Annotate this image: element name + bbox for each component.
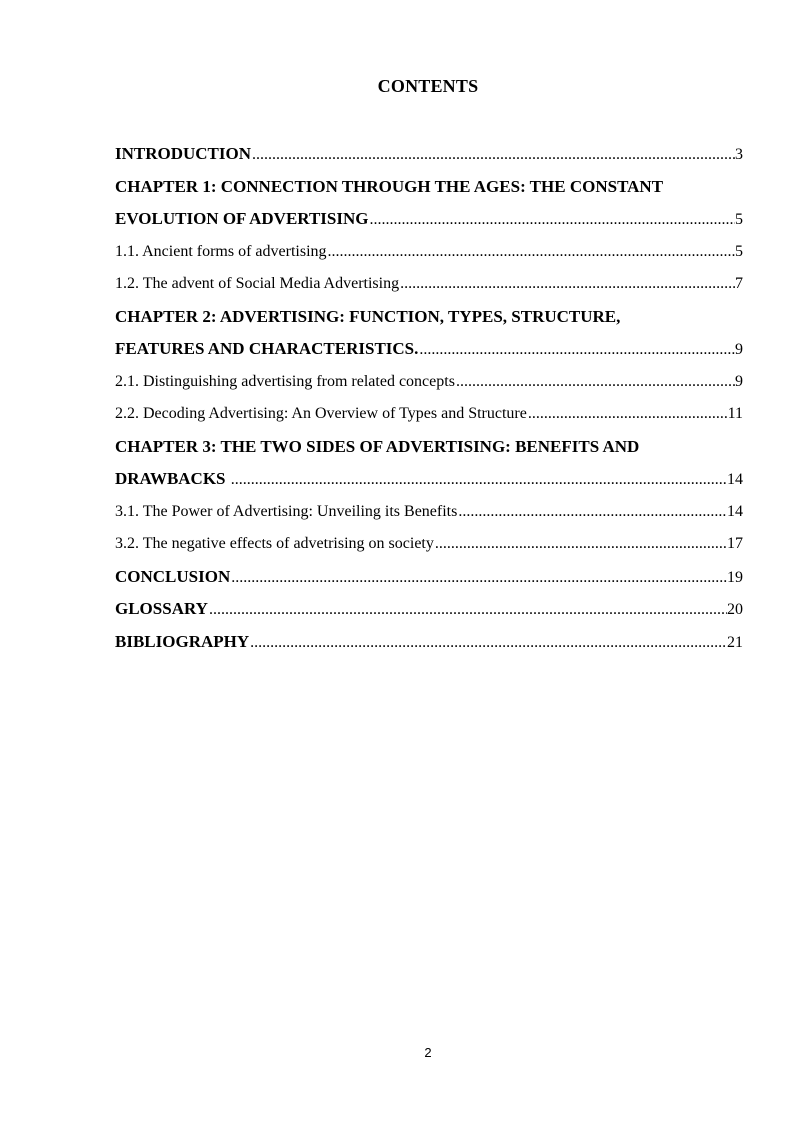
dot-leader <box>327 239 735 265</box>
toc-entry-label: 3.1. The Power of Advertising: Unveiling its Benefits <box>115 502 458 520</box>
toc-entry-chapter-1-line-1 <box>115 174 743 207</box>
toc-entry-label: BIBLIOGRAPHY <box>115 631 250 651</box>
toc-entry-label: 2.1. Distinguishing advertising from related concepts <box>115 372 455 390</box>
toc-entry-introduction <box>115 141 743 174</box>
dot-leader <box>434 531 727 557</box>
toc-entry-bibliography <box>115 629 743 662</box>
toc-entry-conclusion <box>115 564 743 597</box>
table-of-contents <box>115 141 743 661</box>
toc-entry-chapter-3-line-2 <box>115 466 743 499</box>
dot-leader <box>249 630 727 656</box>
toc-entry-page: 14 <box>727 502 743 520</box>
dot-leader <box>230 565 727 591</box>
toc-entry-page: 7 <box>735 275 743 292</box>
dot-leader <box>455 369 735 395</box>
toc-entry-label: GLOSSARY <box>115 599 208 618</box>
toc-entry-page: 21 <box>727 633 743 651</box>
dot-leader <box>399 271 735 297</box>
toc-entry-chapter-1-line-2 <box>115 206 743 239</box>
toc-entry-page: 9 <box>735 372 743 390</box>
dot-leader <box>368 207 735 233</box>
toc-entry-page: 20 <box>727 601 743 618</box>
toc-entry-label: CONCLUSION <box>115 566 231 586</box>
toc-entry-page: 5 <box>735 211 743 228</box>
toc-entry-2-1 <box>115 369 743 402</box>
dot-leader <box>208 597 727 623</box>
dot-leader <box>418 337 735 363</box>
toc-entry-chapter-2-line-2 <box>115 336 743 369</box>
dot-leader <box>457 499 727 525</box>
toc-entry-page: 19 <box>727 568 743 586</box>
toc-entry-page: 17 <box>727 535 743 552</box>
toc-entry-3-2 <box>115 531 743 564</box>
toc-entry-chapter-3-line-1 <box>115 434 743 467</box>
page-number: 2 <box>424 1045 432 1060</box>
toc-entry-label: EVOLUTION OF ADVERTISING <box>115 209 369 228</box>
toc-entry-label: 3.2. The negative effects of advetrising on society <box>115 535 434 552</box>
toc-entry-label: 1.2. The advent of Social Media Advertising <box>115 275 400 292</box>
toc-entry-1-2 <box>115 271 743 304</box>
toc-entry-label: CHAPTER 1: CONNECTION THROUGH THE AGES: THE CONSTANT <box>115 176 664 196</box>
contents-heading: CONTENTS <box>377 76 479 96</box>
toc-entry-page: 9 <box>735 341 743 358</box>
dot-leader <box>527 401 728 427</box>
toc-entry-label: CHAPTER 2: ADVERTISING: FUNCTION, TYPES, STRUCTURE, <box>115 306 621 326</box>
toc-entry-label: INTRODUCTION <box>115 144 252 163</box>
toc-entry-page: 14 <box>727 471 743 488</box>
dot-leader <box>251 142 735 168</box>
toc-entry-1-1 <box>115 239 743 272</box>
toc-entry-label: 1.1. Ancient forms of advertising <box>115 242 327 260</box>
toc-entry-label: DRAWBACKS <box>115 469 230 488</box>
toc-entry-2-2 <box>115 401 743 434</box>
toc-entry-label: FEATURES AND CHARACTERISTICS. <box>115 339 419 358</box>
toc-entry-label: CHAPTER 3: THE TWO SIDES OF ADVERTISING: BENEFITS AND <box>115 436 640 456</box>
toc-entry-page: 5 <box>735 242 743 260</box>
toc-entry-3-1 <box>115 499 743 532</box>
dot-leader <box>230 467 727 493</box>
toc-entry-chapter-2-line-1 <box>115 304 743 337</box>
toc-entry-glossary <box>115 596 743 629</box>
toc-entry-label: 2.2. Decoding Advertising: An Overview of Types and Structure <box>115 405 527 422</box>
toc-entry-page: 3 <box>735 146 743 163</box>
toc-entry-page: 11 <box>727 405 743 422</box>
